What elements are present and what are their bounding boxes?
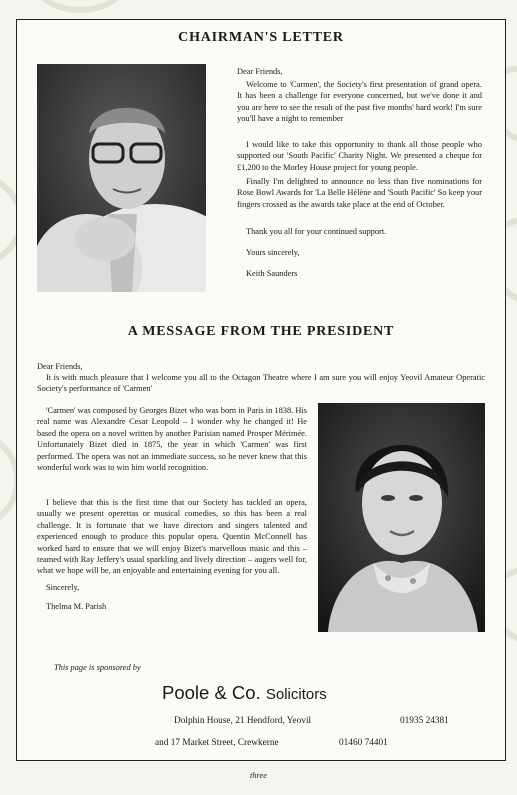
president-paragraph-1: 'Carmen' was composed by Georges Bizet who was born in Paris in 1838. His real name was Alexandre Cesar Leopold – I wonder why he changed it! He based the opera on a novel written by another Parisian named Prosper Mérimée. Unfortunately Bizet died in 1875, the year in which 'Carmen' was first performed. The opera was not an immediate success, so he never knew that this wonderful work was to win him world recognition. — [37, 406, 307, 473]
chairman-greeting: Dear Friends, — [237, 67, 283, 76]
sponsor-firm-name: Poole & Co. — [162, 682, 261, 703]
president-message-title: A MESSAGE FROM THE PRESIDENT — [127, 324, 395, 339]
president-paragraph-2: I believe that this is the first time that our Society has tackled an opera, usually we present operettas or musical comedies, so this has been a real challenge. It is fortunate that we have directors and singers talented and experienced enough to produce this popular opera. Quentin McConnell has worked hard to ensure that we will enjoy Bizet's marvellous music and this – teamed with Ray Jeffery's usual sparkling and lively direction – augers well for, what we hope will be, an enjoyable and entertaining evening for you all. — [37, 498, 307, 576]
sponsor-firm-suffix: Solicitors — [265, 686, 327, 703]
sponsor-phone-1: 01935 24381 — [400, 716, 449, 726]
chairman-paragraph-3: Finally I'm delighted to announce no less than five nominations for Rose Bowl Awards for 'La Belle Hélène and 'South Pacific' So keep your fingers crossed as the awards take place at the end of October. — [237, 177, 482, 209]
chairman-closing: Yours sincerely, — [246, 248, 300, 257]
president-closing: Sincerely, — [46, 583, 80, 592]
president-greeting: Dear Friends, — [37, 362, 83, 371]
page-number: three — [250, 771, 267, 780]
chairman-letter-title: CHAIRMAN'S LETTER — [178, 30, 344, 45]
president-signature: Thelma M. Parish — [46, 602, 107, 611]
chairman-photo — [37, 64, 206, 292]
sponsor-firm — [162, 682, 327, 704]
sponsor-phone-2: 01460 74401 — [339, 738, 388, 748]
president-intro: It is with much pleasure that I welcome you all to the Octagon Theatre where I am sure you will enjoy Yeovil Amateur Operatic Society's performance of 'Carmen' — [37, 373, 485, 394]
chairman-paragraph-4: Thank you all for your continued support. — [246, 227, 387, 236]
sponsor-address-2: and 17 Market Street, Crewkerne — [155, 738, 279, 748]
sponsor-label: This page is sponsored by — [54, 663, 141, 672]
chairman-signature: Keith Saunders — [246, 269, 298, 278]
chairman-paragraph-2: I would like to take this opportunity to thank all those people who supported our 'South Pacific' Charity Night. We presented a cheque for £1,200 to the Morley House project for young people. — [237, 140, 482, 172]
chairman-paragraph-1: Welcome to 'Carmen', the Society's first presentation of grand opera. It has been a challenge for everyone concerned, but we've done it and you are here to see the result of the past five months' hard work! I'm sure you'll have a night to remember — [237, 80, 482, 124]
sponsor-address-1: Dolphin House, 21 Hendford, Yeovil — [174, 716, 312, 726]
president-photo — [318, 403, 485, 632]
